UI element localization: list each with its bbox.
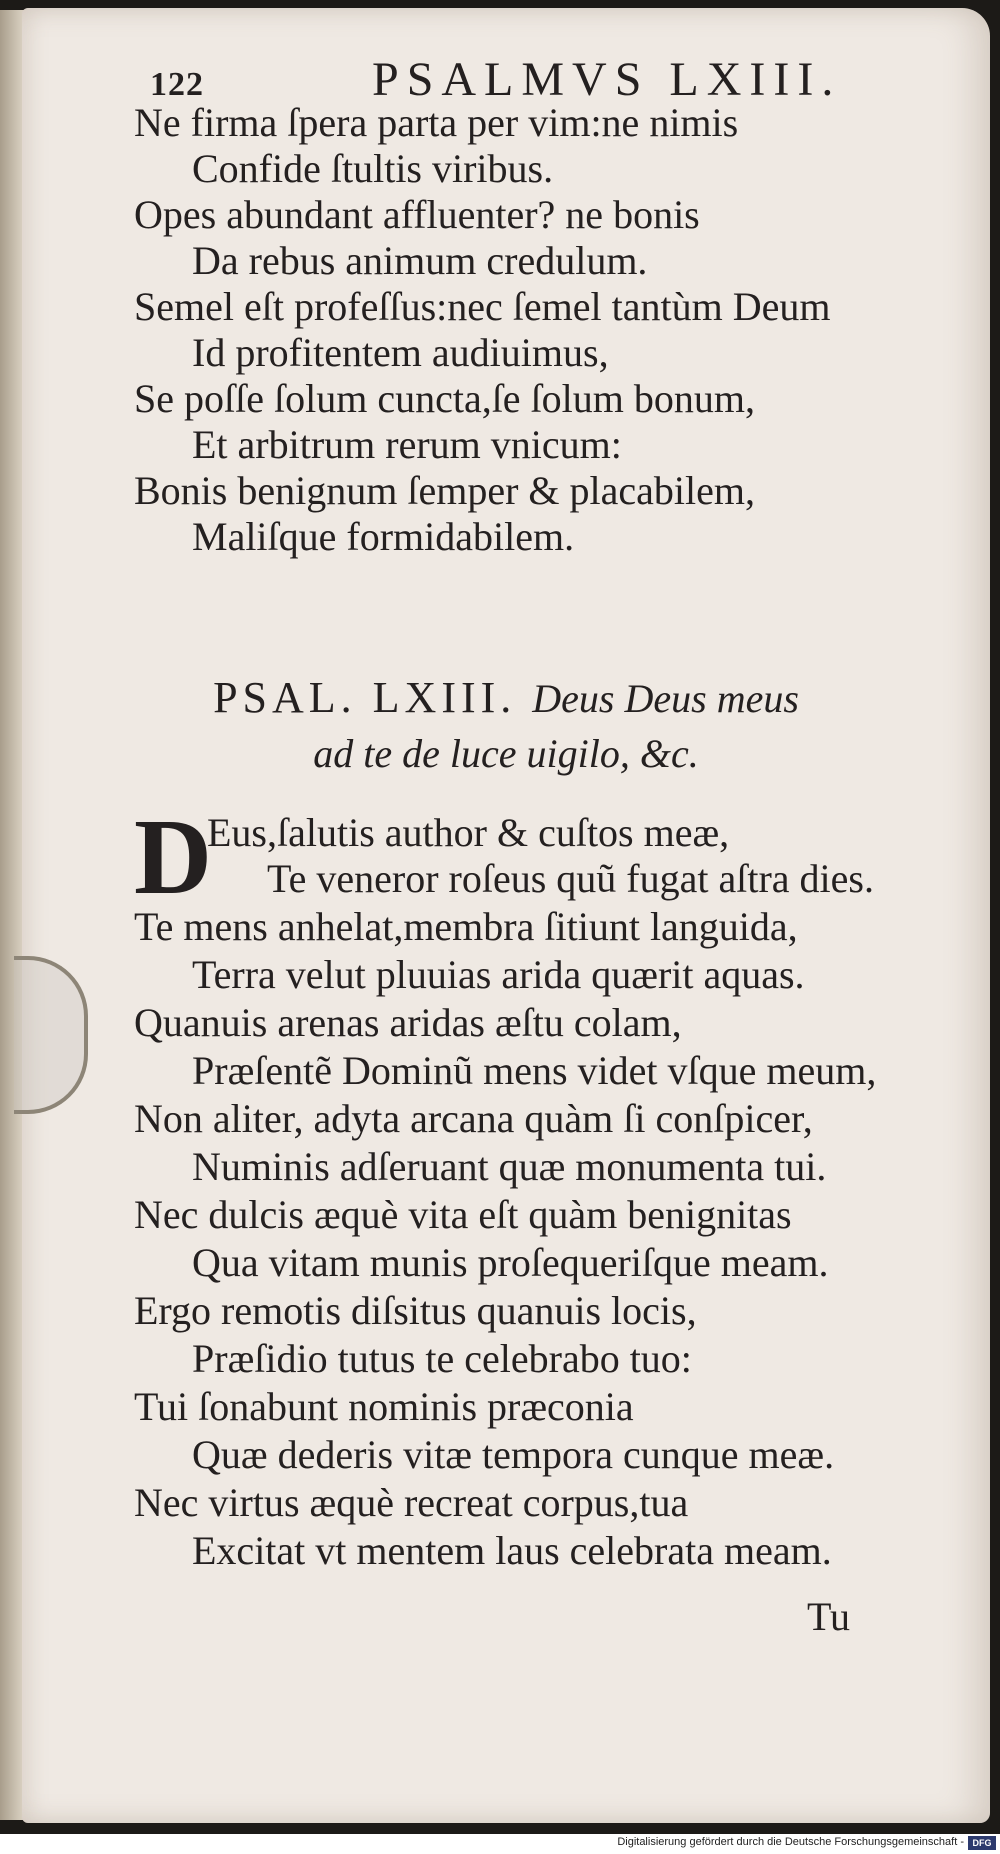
verse-line: Eus,ſalutis author & cuſtos meæ, — [207, 810, 730, 855]
verse-line: Quæ dederis vitæ tempora cunque meæ. — [192, 1432, 835, 1477]
verse-line: Id profitentem audiuimus, — [192, 330, 609, 375]
verse-line: Maliſque formidabilem. — [192, 514, 575, 559]
verse-line: Tui ſonabunt nominis præconia — [134, 1384, 634, 1429]
verse-line: Numinis adſeruant quæ monumenta tui. — [192, 1144, 827, 1189]
verse-line: Bonis benignum ſemper & placabilem, — [134, 468, 755, 513]
book-page — [22, 8, 990, 1823]
verse-line: Ne firma ſpera parta per vim:ne nimis — [134, 100, 739, 145]
verse-line: Non aliter, adyta arcana quàm ſi conſpicer, — [134, 1096, 813, 1141]
psalm-incipit: Deus Deus meus — [532, 676, 799, 721]
verse-line: Semel eſt profeſſus:nec ſemel tantùm Deum — [134, 284, 831, 329]
verse-line: Excitat vt mentem laus celebrata meam. — [192, 1528, 832, 1573]
verse-line: Ergo remotis diſsitus quanuis locis, — [134, 1288, 697, 1333]
verse-line: Et arbitrum rerum vnicum: — [192, 422, 622, 467]
funding-credit: Digitalisierung gefördert durch die Deutsche Forschungsgemeinschaft - — [617, 1836, 964, 1848]
catchword: Tu — [806, 1594, 850, 1639]
verse-line: Præſidio tutus te celebrabo tuo: — [192, 1336, 692, 1381]
verse-line: Te mens anhelat,membra ſitiunt languida, — [134, 904, 798, 949]
dfg-logo-icon: DFG — [968, 1836, 996, 1850]
verse-line: Terra velut pluuias arida quærit aquas. — [192, 952, 805, 997]
verse-line: Confide ſtultis viribus. — [192, 146, 554, 191]
verse-line: Præſentẽ Dominũ mens videt vſque meum, — [192, 1048, 877, 1093]
verse-line: Opes abundant affluenter? ne bonis — [134, 192, 700, 237]
drop-cap: D — [134, 798, 212, 917]
psalm-label: PSAL. LXIII. — [213, 673, 517, 722]
verse-line: Nec virtus æquè recreat corpus,tua — [134, 1480, 689, 1525]
digitization-footer — [0, 1834, 1000, 1854]
verse-line: Te veneror roſeus quũ fugat aſtra dies. — [267, 856, 874, 901]
page-clip — [14, 956, 88, 1114]
verse-line: Qua vitam munis proſequeriſque meam. — [192, 1240, 829, 1285]
verse-line: Da rebus animum credulum. — [192, 238, 648, 283]
verse-line: Se poſſe ſolum cuncta,ſe ſolum bonum, — [134, 376, 756, 421]
running-title: PSALMVS LXIII. — [372, 53, 842, 106]
verse-line: Quanuis arenas aridas æſtu colam, — [134, 1000, 682, 1045]
page-number: 122 — [150, 66, 204, 103]
psalm-heading — [22, 672, 990, 723]
verse-line: Nec dulcis æquè vita eſt quàm benignitas — [134, 1192, 792, 1237]
psalm-incipit-continued: ad te de luce uigilo, &c. — [313, 731, 699, 776]
